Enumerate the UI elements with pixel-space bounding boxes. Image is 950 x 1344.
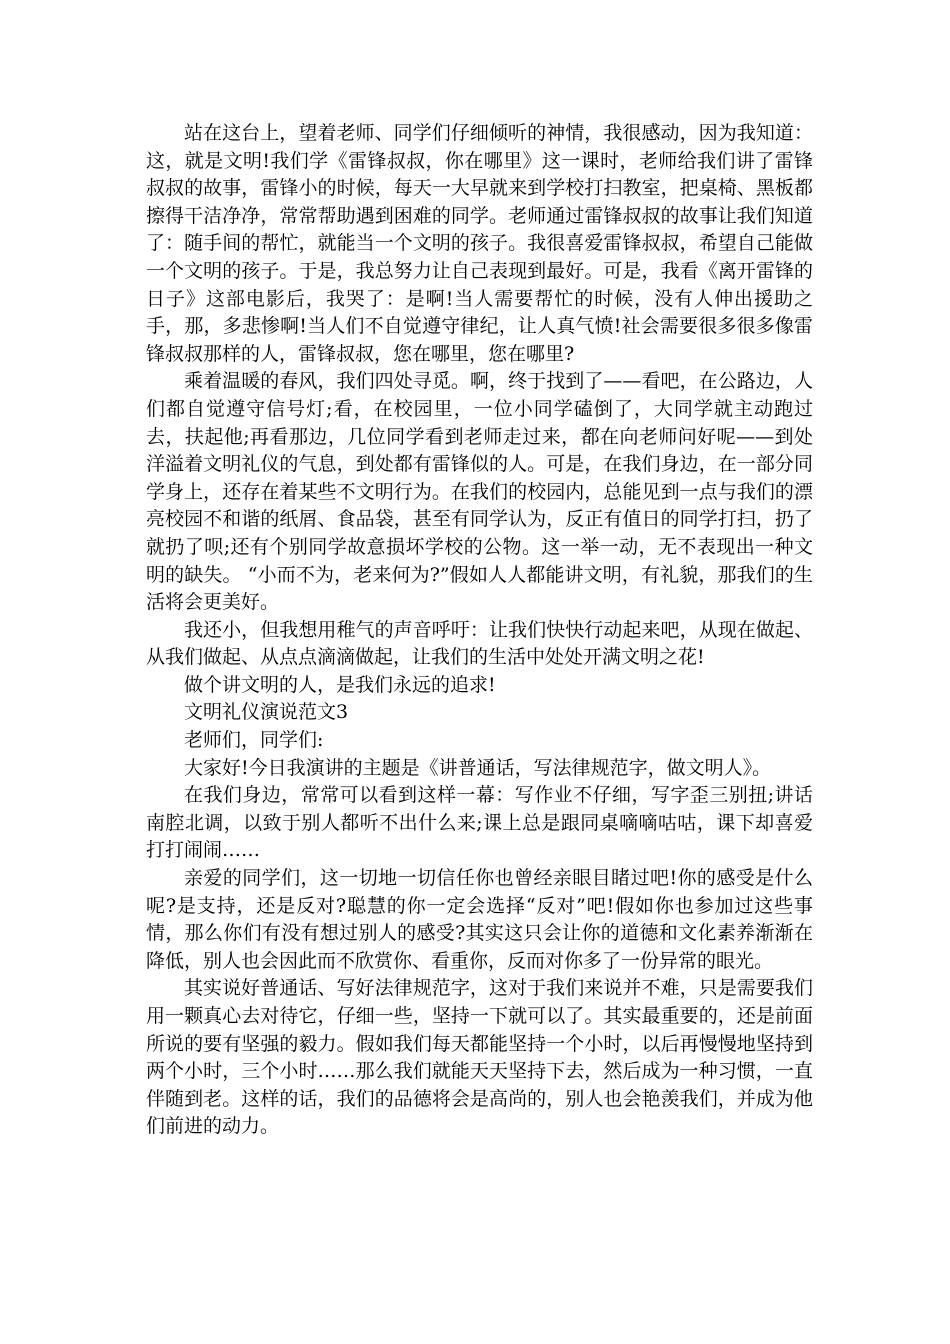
paragraph-3: 我还小，但我想用稚气的声音呼吁：让我们快快行动起来吧，从现在做起、从我们做起、从点点滴滴做起，让我们的生活中处处开满文明之花!: [146, 618, 813, 669]
salutation: 老师们，同学们:: [184, 729, 324, 752]
paragraph-4: 做个讲文明的人，是我们永远的追求!: [184, 673, 496, 696]
paragraph-5: 大家好!今日我演讲的主题是《讲普通话，写法律规范字，做文明人》。: [184, 756, 772, 779]
paragraph-1: 站在这台上，望着老师、同学们仔细倾听的神情，我很感动，因为我知道：这，就是文明!我们学《雷锋叔叔，你在哪里》这一课时，老师给我们讲了雷锋叔叔的故事，雷锋小的时候，每天一大早就来到学校打扫教室，把桌椅、黑板都擦得干洁净净，常常帮助遇到困难的同学。老师通过雷锋叔叔的故事让我们知道了：随手间的帮忙，就能当一个文明的孩子。我很喜爱雷锋叔叔，希望自己能做一个文明的孩子。于是，我总努力让自己表现到最好。可是，我看《离开雷锋的日子》这部电影后，我哭了：是啊!当人需要帮忙的时候，没有人伸出援助之手，那，多悲惨啊!当人们不自觉遵守律纪，让人真气愤!社会需要很多很多像雷锋叔叔那样的人，雷锋叔叔，您在哪里，您在哪里?: [146, 122, 813, 365]
paragraph-2: 乘着温暖的春风，我们四处寻觅。啊，终于找到了——看吧，在公路边，人们都自觉遵守信号灯;看，在校园里，一位小同学磕倒了，大同学就主动跑过去，扶起他;再看那边，几位同学看到老师走过来，都在向老师问好呢——到处洋溢着文明礼仪的气息，到处都有雷锋似的人。可是，在我们身边，在一部分同学身上，还存在着某些不文明行为。在我们的校园内，总能见到一点与我们的漂亮校园不和谐的纸屑、食品袋，甚至有同学认为，反正有值日的同学打扫，扔了就扔了呗;还有个别同学故意损坏学校的公物。这一举一动，无不表现出一种文明的缺失。 “小而不为，老来何为?”假如人人都能讲文明，有礼貌，那我们的生活将会更美好。: [146, 370, 813, 614]
paragraph-8: 其实说好普通话、写好法律规范字，这对于我们来说并不难，只是需要我们用一颗真心去对待它，仔细一些，坚持一下就可以了。其实最重要的，还是前面所说的要有坚强的毅力。假如我们每天都能坚持一个小时，以后再慢慢地坚持到两个小时，三个小时……那么我们就能天天坚持下去，然后成为一种习惯，一直伴随到老。这样的话，我们的品德将会是高尚的，别人也会艳羡我们，并成为他们前进的动力。: [146, 977, 813, 1138]
section-heading: 文明礼仪演说范文3: [184, 701, 349, 724]
document-body: [146, 120, 813, 1141]
paragraph-6: 在我们身边，常常可以看到这样一幕：写作业不仔细，写字歪三别扭;讲话南腔北调，以致于别人都听不出什么来;课上总是跟同桌嘀嘀咕咕，课下却喜爱打打闹闹……: [146, 784, 813, 862]
paragraph-7: 亲爱的同学们，这一切地一切信任你也曾经亲眼目睹过吧!你的感受是什么呢?是支持，还是反对?聪慧的你一定会选择“反对”吧!假如你也参加过这些事情，那么你们有没有想过别人的感受?其实这只会让你的道德和文化素养渐渐在降低，别人也会因此而不欣赏你、看重你，反而对你多了一份异常的眼光。: [146, 867, 813, 972]
